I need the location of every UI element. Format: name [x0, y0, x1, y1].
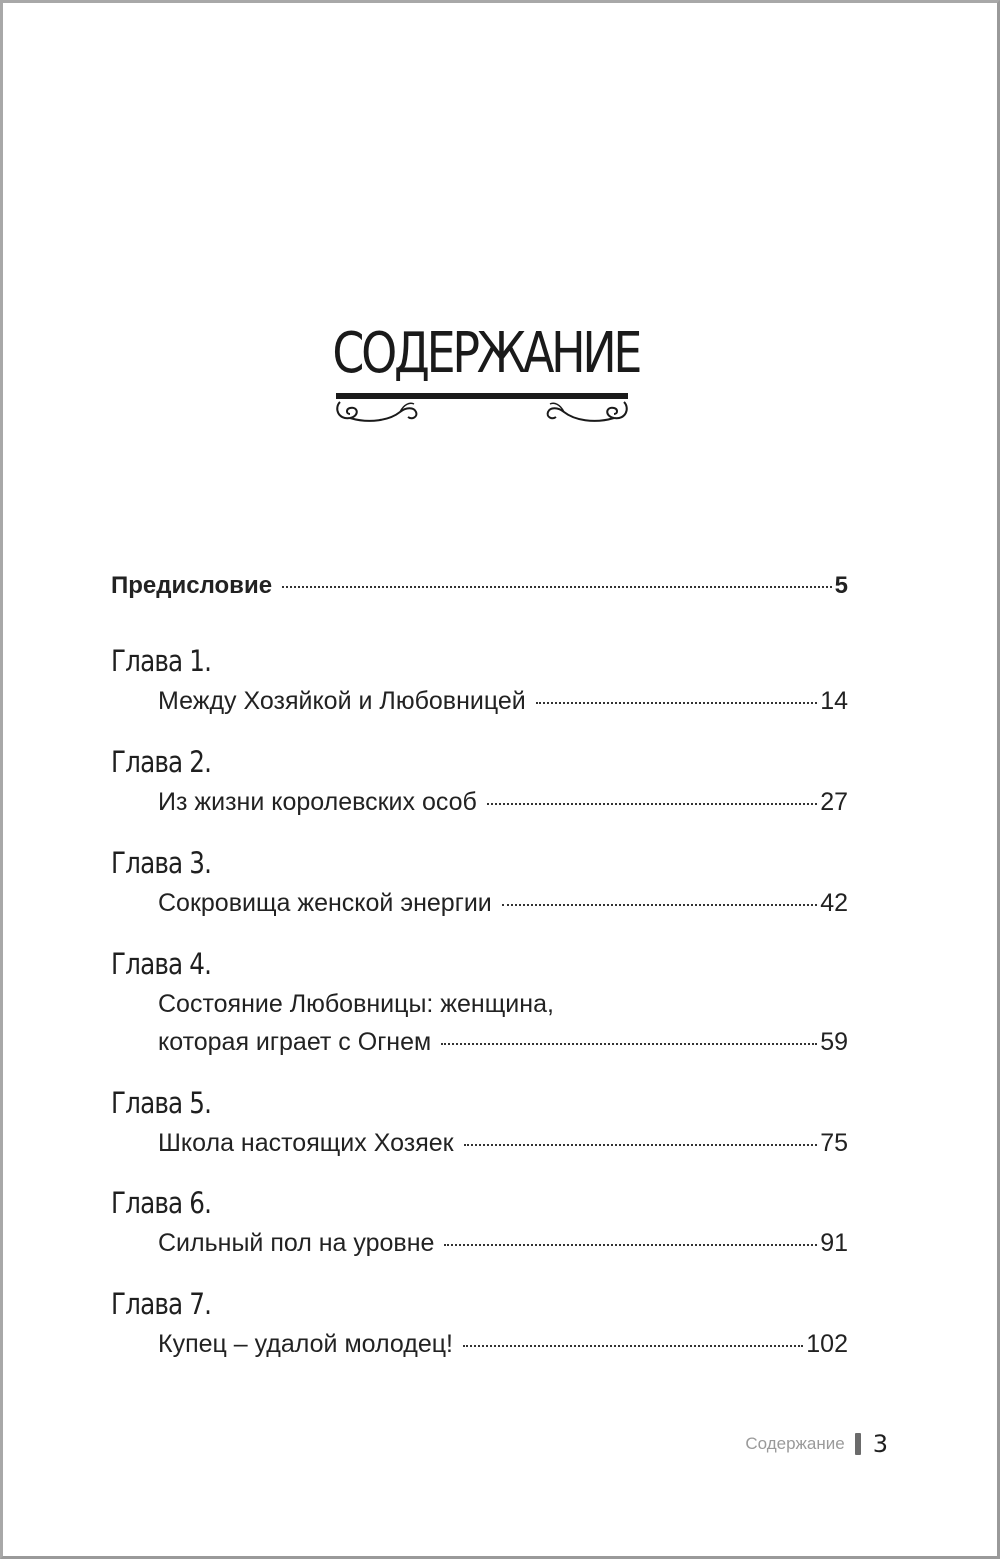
footer-divider-bar — [855, 1433, 861, 1455]
toc-page-number: 91 — [820, 1229, 848, 1257]
dot-leader — [502, 904, 817, 906]
toc-chapter-row[interactable] — [158, 1129, 848, 1158]
toc-chapter-row[interactable] — [158, 788, 848, 817]
chapter-heading: Глава 7. — [111, 1287, 212, 1321]
toc-page-number: 42 — [820, 889, 848, 917]
toc-entry-title: Сокровища женской энергии — [158, 889, 492, 917]
dot-leader — [463, 1345, 803, 1347]
dot-leader — [282, 586, 832, 588]
footer-page-number: 3 — [872, 1430, 888, 1458]
toc-entry-title: Школа настоящих Хозяек — [158, 1129, 454, 1157]
toc-entry-title: Сильный пол на уровне — [158, 1229, 435, 1257]
chapter-heading: Глава 2. — [111, 745, 212, 779]
chapter-heading: Глава 1. — [111, 644, 212, 678]
dot-leader — [441, 1043, 817, 1045]
toc-preface-row[interactable] — [111, 572, 848, 600]
dot-leader — [536, 702, 817, 704]
toc-page-number: 14 — [820, 687, 848, 715]
toc-chapter-row[interactable] — [158, 1229, 848, 1258]
toc-page-number: 102 — [806, 1330, 848, 1358]
dot-leader — [444, 1244, 817, 1246]
page-footer — [745, 1430, 888, 1458]
toc-entry-title: Купец – удалой молодец! — [158, 1330, 453, 1358]
toc-entry-title-line1: Состояние Любовницы: женщина, — [158, 990, 554, 1018]
toc-page-number: 5 — [834, 572, 848, 599]
dot-leader — [464, 1144, 818, 1146]
title-ornament — [330, 390, 634, 430]
dot-leader — [487, 803, 817, 805]
toc-entry-title: которая играет с Огнем — [158, 1028, 432, 1056]
toc-entry-title: Между Хозяйкой и Любовницей — [158, 687, 526, 715]
toc-page-number: 27 — [820, 788, 848, 816]
chapter-heading: Глава 6. — [111, 1186, 212, 1220]
running-footer-label: Содержание — [745, 1434, 845, 1453]
toc-chapter-row[interactable] — [158, 889, 848, 918]
toc-chapter-row[interactable] — [158, 1028, 848, 1057]
toc-page-number: 59 — [820, 1028, 848, 1056]
toc-chapter-row[interactable] — [158, 1330, 848, 1359]
chapter-heading: Глава 5. — [111, 1086, 212, 1120]
toc-preface-label: Предисловие — [111, 572, 273, 599]
toc-entry-title: Из жизни королевских особ — [158, 788, 477, 816]
page-title: СОДЕРЖАНИЕ — [332, 321, 640, 386]
chapter-heading: Глава 4. — [111, 947, 212, 981]
chapter-heading: Глава 3. — [111, 846, 212, 880]
toc-chapter-row[interactable] — [158, 687, 848, 716]
toc-page-number: 75 — [820, 1129, 848, 1157]
